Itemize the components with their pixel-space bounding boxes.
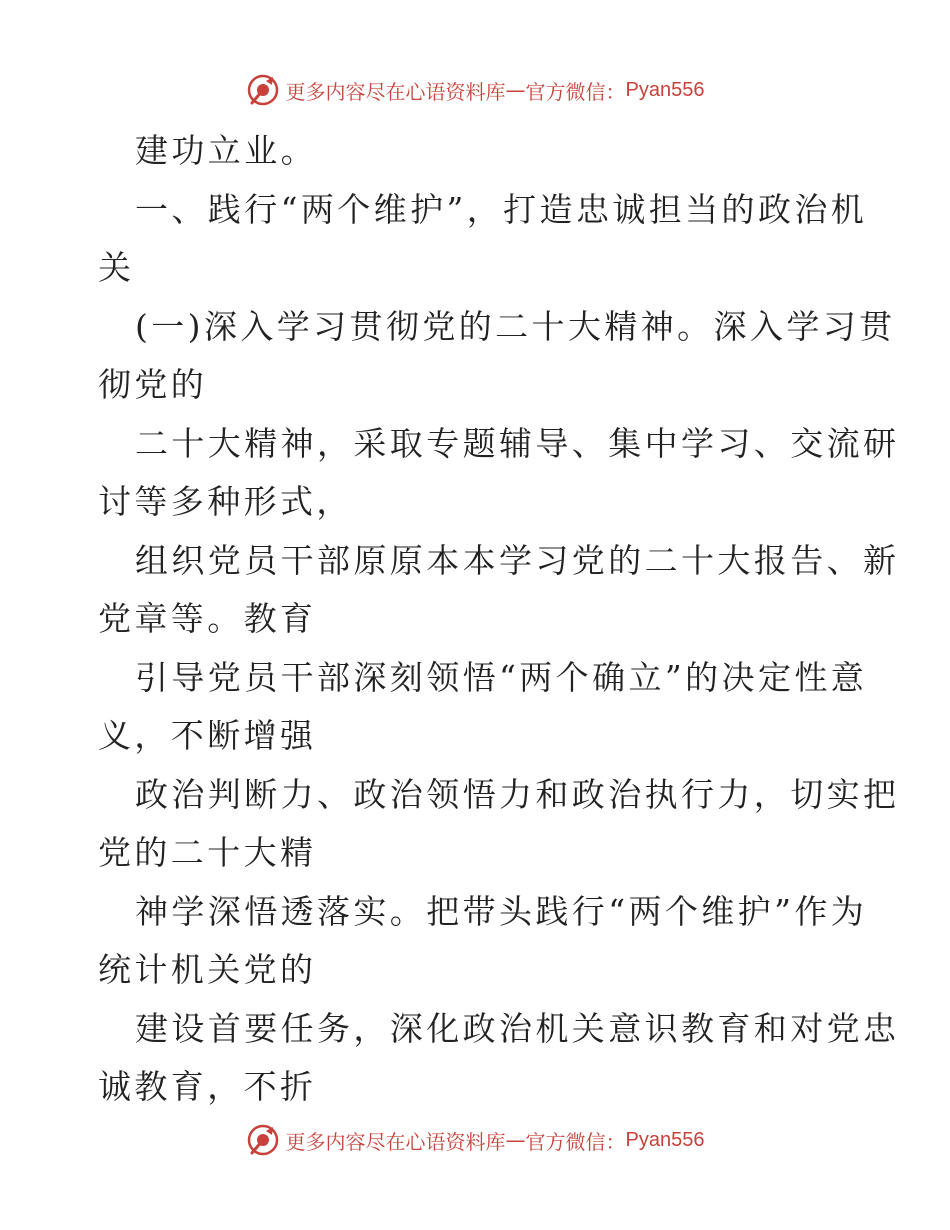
text-line: 关 (98, 248, 135, 287)
watermark-main-text: 更多内容尽在心语资料库 (285, 79, 506, 104)
watermark-id-text: Pyan556 (625, 78, 705, 101)
text-line: (一)深入学习贯彻党的二十大精神。深入学习贯 (135, 306, 896, 346)
text-line: 神学深悟透落实。把带头践行“两个维护”作为 (135, 891, 868, 931)
text-line: 党章等。教育 (98, 599, 317, 638)
text-line: 党的二十大精 (98, 833, 317, 872)
text-line: 建功立业。 (135, 131, 317, 170)
text-line: 一、践行“两个维护”，打造忠诚担当的政治机 (135, 189, 868, 229)
footer-watermark (0, 1120, 950, 1160)
text-line: 引导党员干部深刻领悟“两个确立”的决定性意 (135, 657, 868, 697)
text-line: 统计机关党的 (98, 950, 317, 989)
body-text (98, 122, 900, 1117)
text-line: 政治判断力、政治领悟力和政治执行力，切实把 (135, 774, 900, 814)
text-line: 讨等多种形式， (98, 482, 353, 521)
text-line: 建设首要任务，深化政治机关意识教育和对党忠 (135, 1008, 900, 1048)
pen-logo-icon (246, 1123, 280, 1157)
watermark-sub-text: 官方微信： (525, 1129, 626, 1154)
text-line: 彻党的 (98, 365, 208, 404)
watermark-id-text: Pyan556 (625, 1128, 705, 1151)
watermark-dash: — (505, 1128, 526, 1152)
watermark-sub-text: 官方微信： (525, 79, 626, 104)
pen-logo-icon (246, 73, 280, 107)
watermark-dash: — (505, 78, 526, 102)
text-line: 诚教育，不折 (98, 1067, 317, 1106)
text-line: 义，不断增强 (98, 716, 317, 755)
text-line: 二十大精神，采取专题辅导、集中学习、交流研 (135, 423, 900, 463)
watermark-main-text: 更多内容尽在心语资料库 (285, 1129, 506, 1154)
text-line: 组织党员干部原原本本学习党的二十大报告、新 (135, 540, 900, 580)
header-watermark (0, 70, 950, 110)
